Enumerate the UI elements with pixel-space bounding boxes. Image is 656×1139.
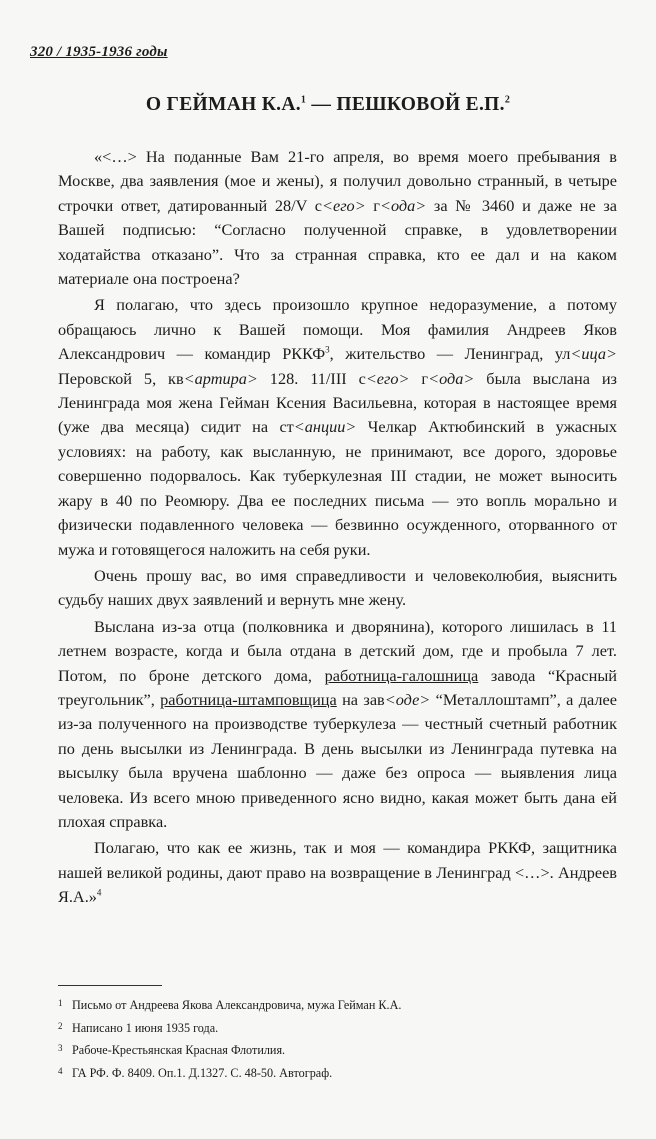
- title-part-1: О ГЕЙМАН К.А.: [145, 94, 301, 115]
- editorial-insert: <ица>: [570, 344, 617, 364]
- underlined-text: работница-галошница: [324, 665, 479, 685]
- underlined-text: работница-штамповщица: [160, 689, 337, 709]
- text-run: Полагаю, что как ее жизнь, так и моя — командира РККФ, защитника нашей великой родины, дают право на возвращение в Ленинград <…>. Андреев Я.А.»: [58, 838, 617, 907]
- editorial-insert: <ода>: [428, 368, 475, 388]
- text-run: Я полагаю, что здесь произошло крупное недоразумение, а потому обращаюсь лично к Вашей помощи. Моя фамилия Андреев Яков Александрович — командир РККФ: [58, 295, 617, 364]
- footnote-number: 4: [58, 1065, 63, 1076]
- footnote-text: Написано 1 июня 1935 года.: [72, 1020, 219, 1035]
- footnotes: [58, 993, 617, 1083]
- text-run: была выслана из Ленинграда моя жена Гейман Ксения Васильевна, которая в настоящее время (уже два месяца) сидит на ст: [58, 368, 617, 437]
- paragraph-1: [58, 145, 617, 291]
- text-run: г: [409, 368, 429, 388]
- footnote-text: Рабоче-Крестьянская Красная Флотилия.: [72, 1043, 286, 1057]
- text-run: г: [365, 195, 380, 215]
- text-run: за № 3460 и даже не за Вашей подписью: “Согласно полученной справке, в удовлетворении ходатайства отказано”. Что за странная справка, кто ее дал и на каком материале она построена?: [58, 195, 618, 289]
- text-run: «<…> На поданные Вам 21-го апреля, во время моего пребывания в Москве, два заявления (мое и жены), я получил довольно странный, в четыре строчки ответ, датированный 28/V с: [58, 147, 617, 215]
- editorial-insert: <ода>: [380, 195, 427, 215]
- text-run: 128. 11/III с: [257, 368, 366, 388]
- footnote-divider: [58, 985, 162, 986]
- running-header: 320 / 1935-1936 годы: [30, 44, 168, 60]
- text-run: “Металлоштамп”, а далее из-за полученного на производстве туберкулеза — честный счетный работник по день высылки из Ленинграда. В день высылки из Ленинграда путевка на высылку была вручена шаблонно — даже без опроса — выявления лица человека. Из всего мною приведенного ясно видно, какая может быть дана ей плохая справка.: [58, 689, 617, 831]
- text-run: завода “Красный треугольник”,: [58, 665, 617, 709]
- footnote-2: [58, 1016, 617, 1039]
- footnote-number: 3: [58, 1043, 63, 1053]
- editorial-insert: <его>: [321, 195, 366, 215]
- editorial-insert: <артира>: [183, 368, 258, 388]
- text-run: Выслана из-за отца (полковника и дворянина), которого лишилась в 11 летнем возрасте, когда и была отдана в детский дом, где и пробыла 7 лет. Потом, по броне детского дома,: [58, 616, 617, 685]
- document-title: [0, 94, 656, 116]
- footnote-ref-1: 1: [300, 94, 307, 106]
- footnote-number: 2: [58, 1020, 63, 1031]
- paragraph-2: [58, 293, 617, 561]
- editorial-insert: <оде>: [384, 689, 431, 709]
- text-run: на зав: [336, 689, 385, 709]
- footnote-number: 1: [58, 998, 63, 1008]
- paragraph-4: [58, 615, 617, 835]
- footnote-ref-2: 2: [504, 94, 511, 106]
- editorial-insert: <его>: [365, 368, 410, 388]
- footnote-ref-3: 3: [325, 344, 330, 355]
- footnote-1: [58, 993, 617, 1016]
- footnote-ref-4: 4: [96, 887, 102, 898]
- footnote-4: [58, 1061, 617, 1084]
- paragraph-5: [58, 836, 617, 909]
- text-run: Перовской 5, кв: [58, 368, 184, 388]
- title-part-2: — ПЕШКОВОЙ Е.П.: [306, 94, 505, 115]
- footnote-text: Письмо от Андреева Якова Александровича, мужа Гейман К.А.: [72, 998, 402, 1012]
- footnote-3: [58, 1038, 617, 1061]
- text-run: , жительство — Ленинград, ул: [329, 344, 571, 364]
- editorial-insert: <анции>: [293, 417, 357, 437]
- letter-body: [58, 145, 617, 910]
- text-run: Челкар Актюбинский в ужасных условиях: на работу, как высланную, не принимают, все дорого, здоровье совершенно подорвалось. Как туберкулезная III стадии, не может выносить жару в 40 по Реомюру. Два ее последних письма — это вопль морально и физически подавленного человека — безвинно осужденного, оторванного от мужа и готовящегося наложить на себя руки.: [58, 417, 617, 559]
- footnote-text: ГА РФ. Ф. 8409. Оп.1. Д.1327. С. 48-50. Автограф.: [72, 1065, 333, 1080]
- paragraph-3: Очень прошу вас, во имя справедливости и человеколюбия, выяснить судьбу наших двух заявлений и вернуть мне жену.: [58, 565, 617, 610]
